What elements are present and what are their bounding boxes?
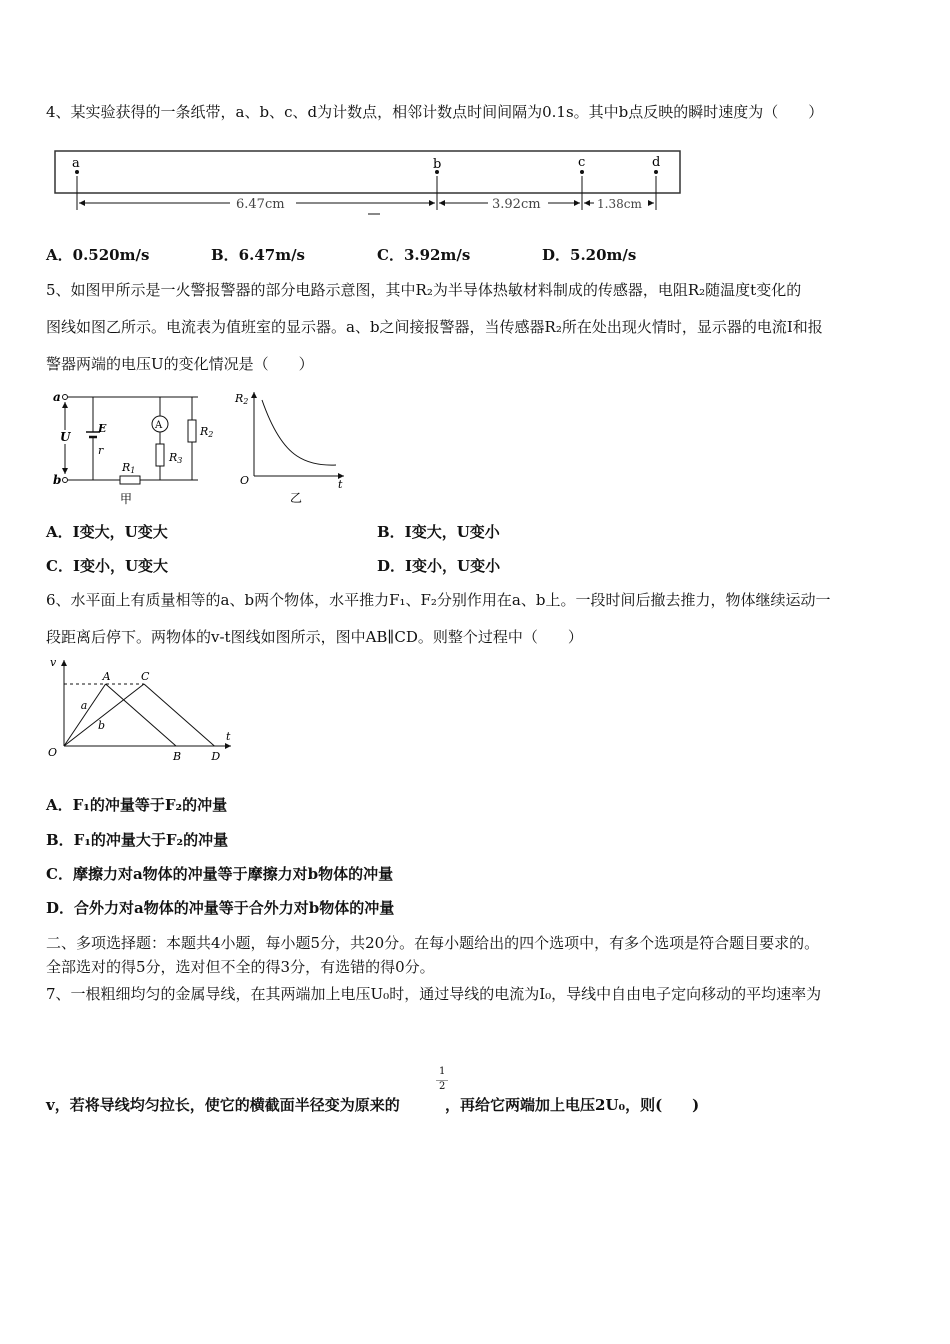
- vt-series-a-label: a: [80, 699, 88, 712]
- q4-stem: 4、某实验获得的一条纸带，a、b、c、d为计数点，相邻计数点时间间隔为0.1s。其中b点反映的瞬时速度为（ ）: [46, 103, 824, 121]
- q6-option-d: D．合外力对a物体的冲量等于合外力对b物体的冲量: [46, 899, 395, 917]
- resistor-r1: [120, 476, 140, 484]
- r2-curve: [262, 400, 336, 465]
- point-a-label: a: [72, 156, 80, 171]
- q4-option-a: A．0.520m/s: [46, 246, 150, 264]
- q7-line2-part2: ，再给它两端加上电压2U₀，则( ): [445, 1096, 700, 1114]
- q5-stem-line2: 图线如图乙所示。电流表为值班室的显示器。a、b之间接报警器，当传感器R₂所在处出现火情时，显示器的电流I和报: [46, 318, 823, 336]
- vt-series-b-segment-1: [144, 684, 214, 746]
- dist-cd-label: 1.38cm: [597, 197, 642, 211]
- section2-line2: 全部选对的得5分，选对但不全的得3分，有选错的得0分。: [46, 958, 435, 976]
- point-b-label: b: [433, 157, 442, 172]
- node-b-label: b: [53, 473, 62, 487]
- vt-series-a-segment-0: [64, 684, 106, 746]
- q6-option-a: A．F₁的冲量等于F₂的冲量: [46, 796, 228, 814]
- q6-stem-line1: 6、水平面上有质量相等的a、b两个物体，水平推力F₁、F₂分别作用在a、b上。一段时间后撤去推力，物体继续运动一: [46, 591, 831, 609]
- vt-series-b-segment-0: [64, 684, 144, 746]
- q5-stem-line3: 警器两端的电压U的变化情况是（ ）: [46, 355, 314, 373]
- q4-option-c: C．3.92m/s: [377, 246, 471, 264]
- q4-option-d: D．5.20m/s: [542, 246, 637, 264]
- q5-option-b: B．I变大，U变小: [377, 523, 500, 541]
- q7-line2-part1: v，若将导线均匀拉长，使它的横截面半径变为原来的: [46, 1096, 400, 1114]
- section2-line1: 二、多项选择题：本题共4小题，每小题5分，共20分。在每小题给出的四个选项中，有多个选项是符合题目要求的。: [46, 934, 820, 952]
- vt-point-A-label: A: [102, 670, 111, 683]
- q5-option-a: A．I变大，U变大: [46, 523, 168, 541]
- vt-origin: O: [48, 746, 58, 759]
- vt-point-B-label: B: [173, 750, 182, 763]
- point-c-dot: [580, 170, 584, 174]
- vt-xlabel: t: [226, 730, 231, 743]
- circuit-diagram: [48, 388, 228, 508]
- q4-option-b: B．6.47m/s: [211, 246, 306, 264]
- paper-tape-diagram: [50, 148, 700, 218]
- emf-e-label: E: [98, 422, 107, 435]
- vt-point-D-label: D: [211, 750, 221, 763]
- r1-label: R1: [122, 461, 136, 475]
- ammeter-label: A: [155, 420, 163, 431]
- resistor-r2: [188, 420, 196, 442]
- point-d-dot: [654, 170, 658, 174]
- r2-temperature-graph: [232, 388, 352, 508]
- vt-point-C-label: C: [141, 670, 150, 683]
- q6-stem-line2: 段距离后停下。两物体的v-t图线如图所示，图中AB∥CD。则整个过程中（ ）: [46, 628, 583, 646]
- vt-series-b-label: b: [98, 719, 106, 732]
- r3-label: R3: [169, 451, 183, 465]
- internal-r-label: r: [98, 444, 104, 457]
- graph-ylabel: R2: [235, 392, 249, 406]
- q6-option-b: B．F₁的冲量大于F₂的冲量: [46, 831, 229, 849]
- r2-label: R2: [200, 425, 214, 439]
- vt-chart: [46, 656, 246, 771]
- q5-option-c: C．I变小，U变大: [46, 557, 169, 575]
- q7-fraction-numerator: 1: [439, 1066, 446, 1077]
- point-c-label: c: [578, 155, 586, 170]
- paper-tape: [55, 151, 680, 193]
- circuit-caption: 甲: [120, 492, 133, 506]
- q7-fraction-denominator: 2: [439, 1081, 446, 1092]
- graph-caption: 乙: [290, 491, 303, 505]
- vt-ylabel: v: [50, 656, 57, 669]
- q7-line1: 7、一根粗细均匀的金属导线，在其两端加上电压U₀时，通过导线的电流为I₀，导线中自由电子定向移动的平均速率为: [46, 985, 822, 1003]
- point-d-label: d: [652, 155, 661, 170]
- graph-xlabel: t: [338, 478, 343, 491]
- vt-series-a-segment-1: [106, 684, 176, 746]
- node-a-label: a: [53, 390, 61, 404]
- q6-option-c: C．摩擦力对a物体的冲量等于摩擦力对b物体的冲量: [46, 865, 394, 883]
- resistor-r3: [156, 444, 164, 466]
- graph-origin: O: [240, 474, 250, 487]
- q5-option-d: D．I变小，U变小: [377, 557, 501, 575]
- dist-ab-label: 6.47cm: [236, 197, 285, 212]
- voltage-u-label: U: [60, 430, 71, 444]
- dist-bc-label: 3.92cm: [492, 197, 541, 212]
- q5-stem-line1: 5、如图甲所示是一火警报警器的部分电路示意图，其中R₂为半导体热敏材料制成的传感器，电阻R₂随温度t变化的: [46, 281, 802, 299]
